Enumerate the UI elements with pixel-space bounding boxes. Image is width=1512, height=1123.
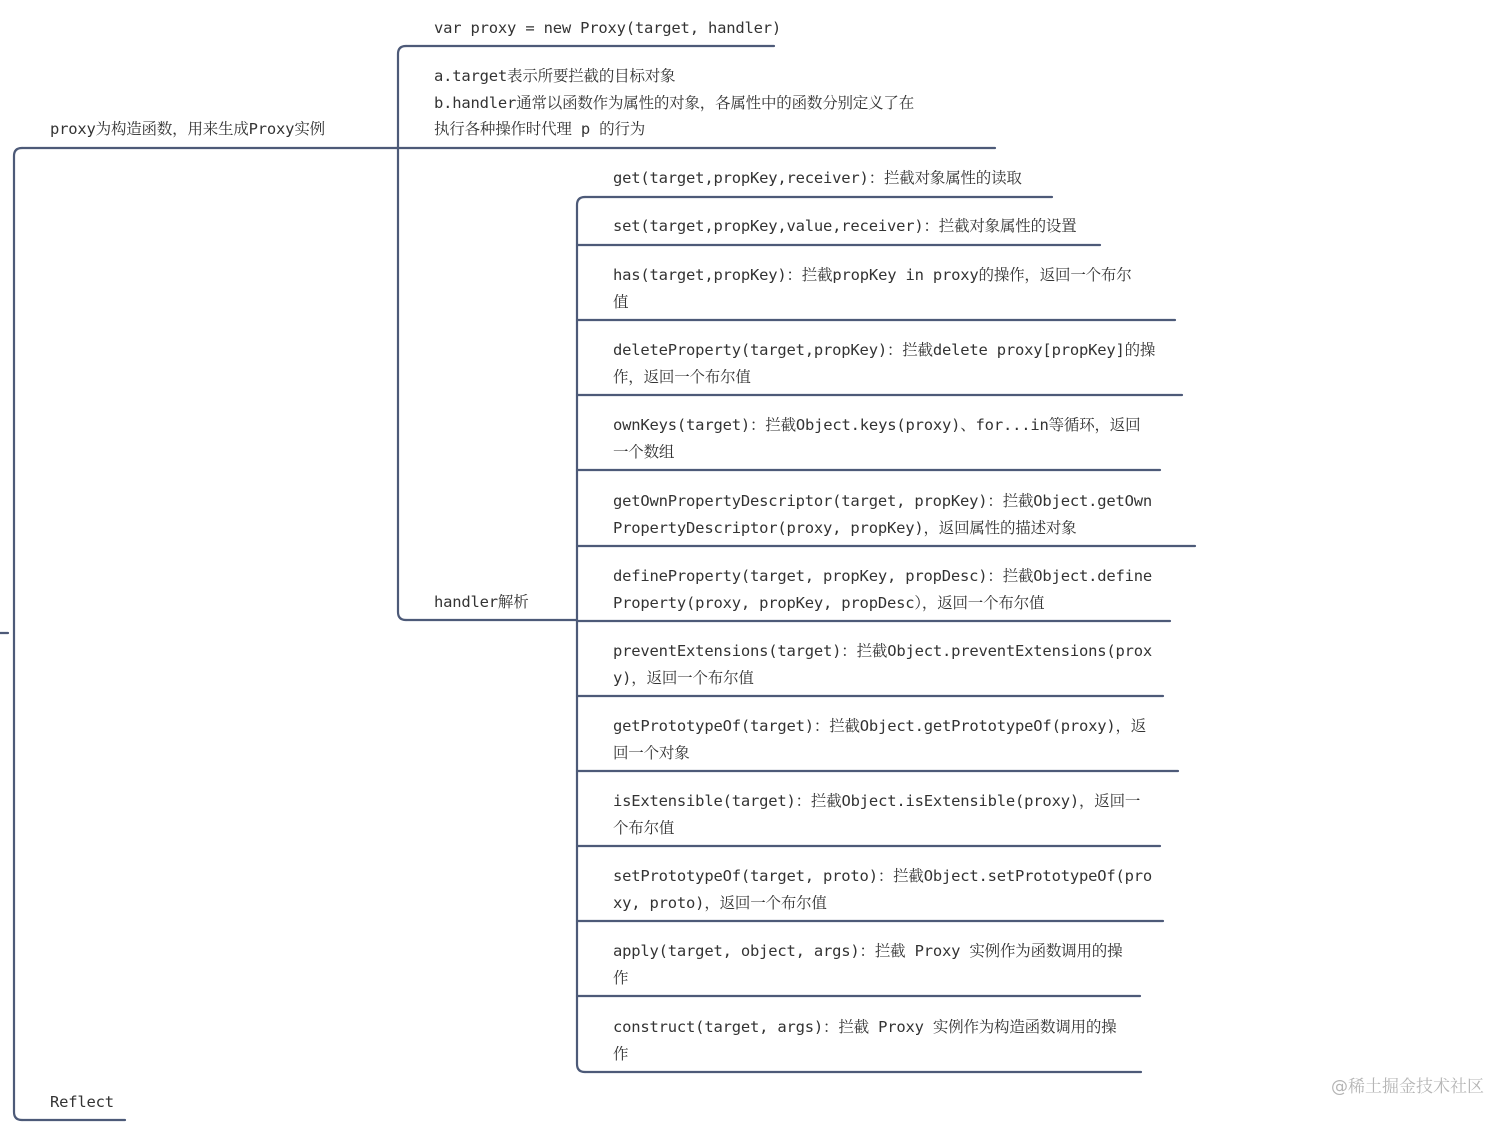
node-trap-ownKeys: ownKeys(target)：拦截Object.keys(proxy)、for...in等循环，返回 一个数组 — [613, 416, 1141, 461]
node-trap-apply: apply(target, object, args)：拦截 Proxy 实例作为函数调用的操 作 — [613, 942, 1123, 987]
node-trap-construct: construct(target, args)：拦截 Proxy 实例作为构造函数调用的操 作 — [613, 1018, 1117, 1063]
node-trap-isExtensible: isExtensible(target)：拦截Object.isExtensible(proxy)，返回一 个布尔值 — [613, 792, 1141, 837]
node-trap-getPrototypeOf: getPrototypeOf(target)：拦截Object.getPrototypeOf(proxy)，返 回一个对象 — [613, 717, 1147, 762]
node-reflect: Reflect — [50, 1093, 114, 1111]
node-handler-analysis: handler解析 — [434, 593, 529, 611]
node-trap-deleteProperty: deleteProperty(target,propKey)：拦截delete proxy[propKey]的操 作，返回一个布尔值 — [613, 341, 1156, 386]
node-trap-defineProperty: defineProperty(target, propKey, propDesc)：拦截Object.define Property(proxy, propKey, propDesc），返回一个布尔值 — [613, 567, 1153, 612]
watermark: @稀土掘金技术社区 — [1331, 1077, 1484, 1097]
node-trap-has: has(target,propKey)：拦截propKey in proxy的操作，返回一个布尔 值 — [613, 266, 1132, 311]
link-handler-children — [577, 197, 585, 1072]
node-trap-getOwnPropertyDescriptor: getOwnPropertyDescriptor(target, propKey)：拦截Object.getOwn PropertyDescriptor(proxy, propKey)，返回属性的描述对象 — [613, 492, 1153, 537]
node-trap-preventExtensions: preventExtensions(target)：拦截Object.preventExtensions(prox y)，返回一个布尔值 — [613, 642, 1153, 687]
link-root-branches — [14, 148, 22, 1120]
node-trap-setPrototypeOf: setPrototypeOf(target, proto)：拦截Object.setPrototypeOf(pro xy, proto)，返回一个布尔值 — [613, 867, 1153, 912]
node-proxy-constructor: proxy为构造函数，用来生成Proxy实例 — [50, 120, 325, 138]
node-var-proxy: var proxy = new Proxy(target, handler) — [434, 19, 782, 37]
node-trap-set: set(target,propKey,value,receiver)：拦截对象属性的设置 — [613, 217, 1077, 235]
node-trap-get: get(target,propKey,receiver)：拦截对象属性的读取 — [613, 169, 1022, 187]
link-proxy-children — [398, 46, 406, 620]
node-target-handler: a.target表示所要拦截的目标对象 b.handler通常以函数作为属性的对象，各属性中的函数分别定义了在 执行各种操作时代理 p 的行为 — [434, 67, 914, 138]
